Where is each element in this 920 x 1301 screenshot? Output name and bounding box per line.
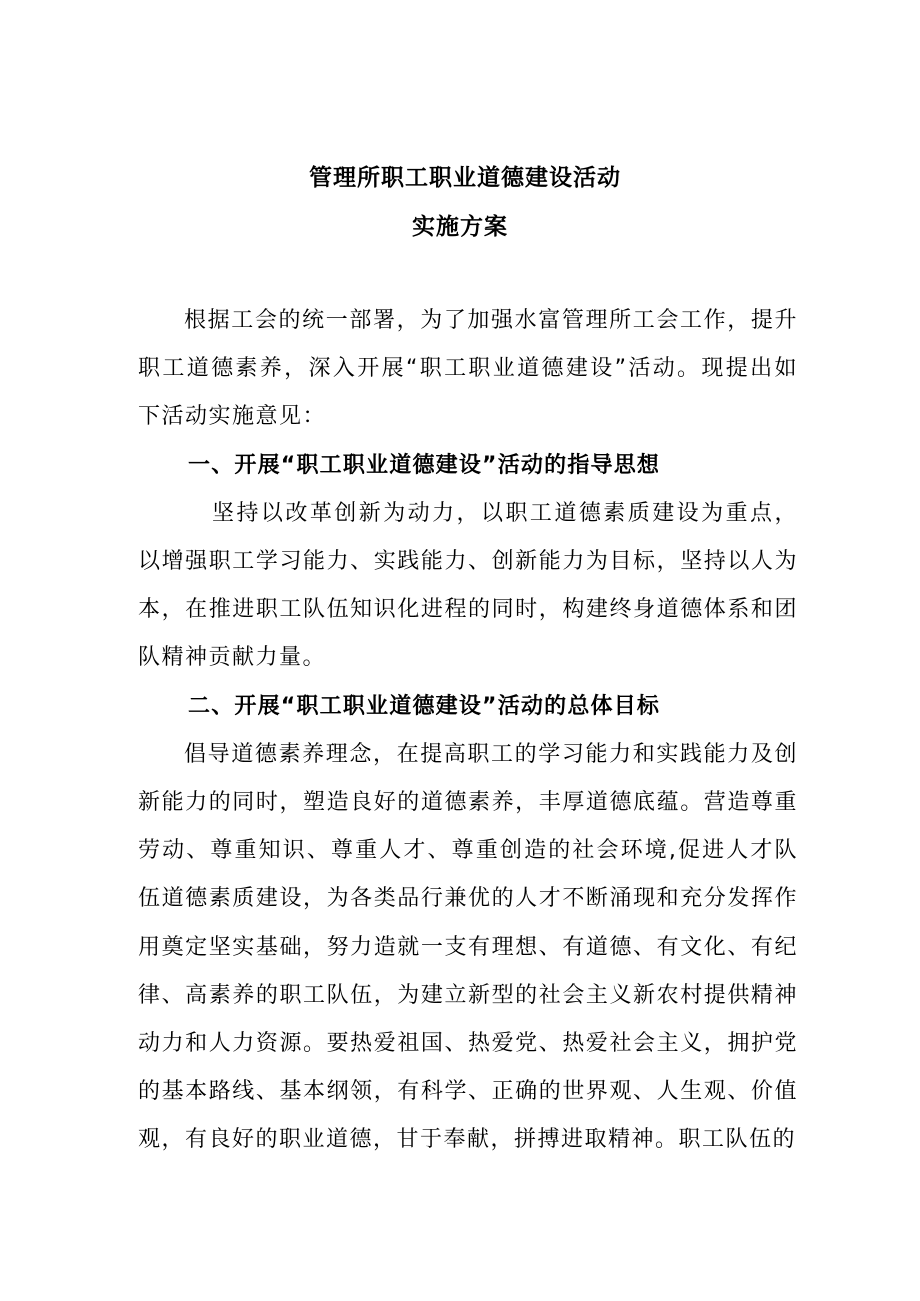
- section-heading-2: 二、开展“职工职业道德建设”活动的总体目标: [188, 693, 661, 719]
- section-heading-1: 一、开展“职工职业道德建设”活动的指导思想: [188, 452, 661, 478]
- document-subtitle: 实施方案: [412, 214, 508, 240]
- section-body-2: 倡导道德素养理念，在提高职工的学习能力和实践能力及创新能力的同时，塑造良好的道德素养，丰厚道德底蕴。营造尊重劳动、尊重知识、尊重人才、尊重创造的社会环境,促进人才队伍道德素质建设，为各类品行兼优的人才不断涌现和充分发挥作用奠定坚实基础，努力造就一支有理想、有道德、有文化、有纪律、高素养的职工队伍，为建立新型的社会主义新农村提供精神动力和人力资源。要热爱祖国、热爱党、热爱社会主义，拥护党的基本路线、基本纲领，有科学、正确的世界观、人生观、价值观，有良好的职业道德，甘于奉献，拼搏进取精神。职工队伍的: [138, 741, 798, 1153]
- section-body-1: 坚持以改革创新为动力，以职工道德素质建设为重点，以增强职工学习能力、实践能力、创新能力为目标，坚持以人为本，在推进职工队伍知识化进程的同时，构建终身道德体系和团队精神贡献力量。: [138, 500, 798, 671]
- intro-paragraph: 根据工会的统一部署，为了加强水富管理所工会工作，提升职工道德素养，深入开展“职工职业道德建设”活动。现提出如下活动实施意见：: [138, 308, 798, 430]
- document-body: [138, 297, 798, 1165]
- document-title: 管理所职工职业道德建设活动: [309, 165, 621, 191]
